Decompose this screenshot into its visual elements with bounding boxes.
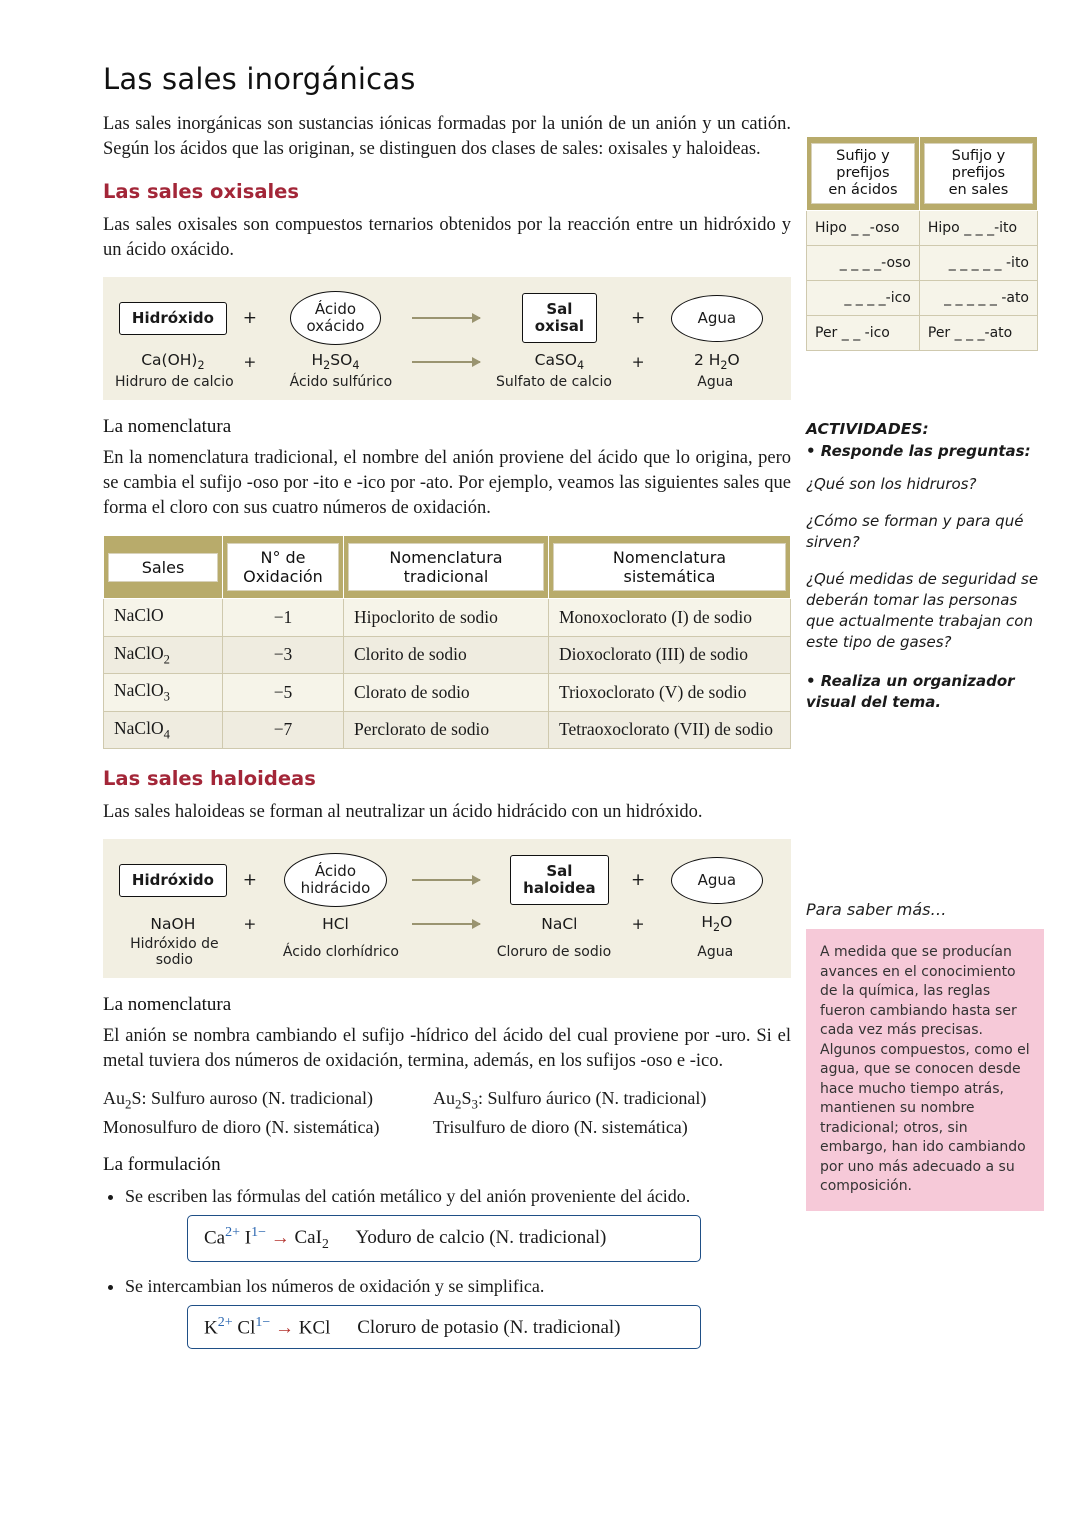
salts-table (103, 535, 791, 749)
example-au2s3: $Au_2S_3$: Sulfuro áurico (N. tradicional) (433, 1088, 707, 1112)
diagram-arrow-4 (412, 923, 480, 925)
saber-mas-panel (806, 900, 1044, 1211)
formula-plus-3: + (243, 914, 257, 933)
cell-sist: Tetraoxoclorato (VII) de sodio (549, 711, 791, 749)
diagram-plus-4: + (630, 870, 646, 891)
cell-ox: −5 (223, 674, 344, 712)
diagram-box-sal-oxisal (522, 293, 597, 343)
table-row (104, 674, 791, 712)
box2-charge-1: 2+ (217, 1314, 233, 1330)
formula-plus-4: + (631, 914, 645, 933)
diagram-box-hidroxido-2: Hidróxido (119, 864, 227, 897)
suffix-col-header-sales: Sufijo y prefijos en sales (919, 137, 1037, 211)
suffix-cell-acido: _ _ _ _-ico (807, 281, 920, 316)
suffix-row (807, 246, 1038, 281)
acido2-line2: hidrácido (300, 879, 371, 898)
diagram-plus-3: + (242, 870, 258, 891)
box2-cation: K (204, 1317, 218, 1339)
box1-result: CaI$_2$ (294, 1227, 329, 1251)
suffix-cell-sal: Per _ _ _-ato (919, 316, 1037, 351)
box2-arrow: → (275, 1317, 294, 1339)
diagram-arrow-2 (412, 361, 480, 363)
box1-anion: I (244, 1227, 252, 1249)
activity-question-3: ¿Qué medidas de seguridad se deberán tomar las personas que actualmente trabajan con este tipo de gases? (806, 570, 1039, 651)
formulacion-box-1 (187, 1215, 701, 1262)
name-sulfato-calcio: Sulfato de calcio (495, 374, 612, 391)
suffix-cell-acido: _ _ _ _-oso (807, 246, 920, 281)
diagram-arrow-3 (412, 879, 480, 881)
suffix-cell-acido: Hipo _ _-oso (807, 211, 920, 246)
haloidea-reaction-diagram (103, 839, 791, 978)
box2-charge-2: 1− (255, 1314, 271, 1330)
name-acido-clorhidrico: Ácido clorhídrico (282, 944, 399, 961)
activity-question-2: ¿Cómo se forman y para qué sirven? (806, 512, 1024, 551)
box1-cation: Ca (204, 1227, 226, 1249)
example-row-1 (103, 1088, 791, 1113)
example-monosulfuro: Monosulfuro de dioro (N. sistemática) (103, 1116, 380, 1137)
oxisal-reaction-diagram (103, 277, 791, 400)
col-header-tradicional: Nomenclatura tradicional (344, 536, 549, 599)
formula-caso4: CaSO$_4$ (534, 351, 585, 373)
heading-nomenclatura-2: La nomenclatura (103, 994, 232, 1016)
formula-h2o: $H_2O$ (701, 913, 733, 935)
box2-anion: Cl (237, 1317, 256, 1339)
col-header-sales: Sales (104, 536, 223, 599)
page-title: Las sales inorgánicas (103, 62, 416, 96)
sal-line2: oxisal (534, 317, 585, 335)
example-trisulfuro: Trisulfuro de dioro (N. sistemática) (433, 1116, 688, 1137)
suffix-cell-sal: Hipo _ _ _-ito (919, 211, 1037, 246)
table-row (104, 711, 791, 749)
cell-trad: Clorato de sodio (344, 674, 549, 712)
table-row (104, 599, 791, 637)
name-cloruro-sodio: Cloruro de sodio (496, 944, 612, 961)
formula-ca-oh-2: $Ca(OH)_2$ (141, 351, 205, 373)
cell-ox: −7 (223, 711, 344, 749)
name-acido-sulfurico: Ácido sulfúrico (289, 374, 393, 391)
col-header-sistematica: Nomenclatura sistemática (549, 536, 791, 599)
cell-ox: −1 (223, 599, 344, 637)
example-au2s: $Au_2S$: Sulfuro auroso (N. tradicional) (103, 1088, 373, 1112)
cell-sal: NaClO$_4$ (104, 711, 223, 749)
formulacion-step-2: • Se intercambian los números de oxidación y se simplifica. (125, 1274, 791, 1299)
main-content-column (103, 62, 791, 1361)
formulacion-steps-2 (103, 1274, 791, 1299)
cell-ox: −3 (223, 636, 344, 674)
saber-mas-text: A medida que se producían avances en el conocimiento de la química, las reglas fueron cambiando hasta ser cada vez más precisas. Algunos compuestos, como el agua, que se conocen desde hace mucho tiempo atrás, mantienen su nombre tradicional; otros, sin embargo, han ido cambiando por uno más adecuado a su composición. (806, 929, 1044, 1211)
activity-question-1: ¿Qué son los hidruros? (806, 475, 977, 493)
formulacion-box-2 (187, 1305, 701, 1349)
heading-formulacion: La formulación (103, 1153, 221, 1175)
box1-charge-1: 2+ (225, 1224, 241, 1240)
formulacion-step-1: • Se escriben las fórmulas del catión metálico y del anión proveniente del ácido. (125, 1184, 791, 1209)
cell-sist: Trioxoclorato (V) de sodio (549, 674, 791, 712)
intro-paragraph: Las sales inorgánicas son sustancias iónicas formadas por la unión de un anión y un catión. Según los ácidos que las originan, se distinguen dos clases de sales: oxisales y haloideas. (103, 114, 791, 159)
formula-hcl: HCl (322, 914, 349, 933)
name-hidruro-calcio: Hidruro de calcio (115, 374, 234, 391)
suffix-row (807, 281, 1038, 316)
diagram-arrow-1 (412, 317, 480, 319)
cell-sist: Dioxoclorato (III) de sodio (549, 636, 791, 674)
suffix-cell-sal: _ _ _ _ _ -ito (919, 246, 1037, 281)
suffix-row (807, 316, 1038, 351)
cell-trad: Clorito de sodio (344, 636, 549, 674)
suffix-header-row (807, 137, 1038, 211)
diagram-ellipse-acido-oxacido (290, 291, 382, 345)
suffix-table-container (806, 136, 1038, 351)
diagram-ellipse-agua: Agua (671, 295, 763, 342)
diagram-box-sal-haloidea (510, 855, 608, 905)
acido-line1: Ácido (314, 300, 357, 318)
acido2-line1: Ácido (314, 862, 357, 881)
sal2-line1: Sal (546, 862, 573, 881)
box2-result: KCl (298, 1317, 331, 1339)
suffix-col-header-acidos: Sufijo y prefijos en ácidos (807, 137, 920, 211)
box1-charge-2: 1− (251, 1224, 266, 1240)
cell-sist: Monoxoclorato (I) de sodio (549, 599, 791, 637)
diagram-plus-1: + (242, 308, 258, 328)
name-hidroxido-sodio: Hidróxido de sodio (130, 936, 219, 969)
col-header-oxidacion: N° de Oxidación (223, 536, 344, 599)
haloideas-paragraph: Las sales haloideas se forman al neutralizar un ácido hidrácido con un hidróxido. (103, 802, 703, 823)
suffix-table (806, 136, 1038, 351)
saber-mas-title: Para saber más… (806, 900, 947, 919)
suffix-cell-sal: _ _ _ _ _ -ato (919, 281, 1037, 316)
section-heading-oxisales: Las sales oxisales (103, 180, 299, 203)
box2-name: Cloruro de potasio (N. tradicional) (357, 1317, 621, 1339)
activities-subtitle: • Responde las preguntas: (806, 442, 1031, 460)
diagram-box-hidroxido: Hidróxido (119, 302, 227, 335)
box1-arrow: → (270, 1227, 290, 1249)
acido-line2: oxácido (306, 317, 365, 335)
formula-naoh: NaOH (150, 914, 196, 933)
formula-plus-1: + (243, 352, 257, 371)
heading-nomenclatura-1: La nomenclatura (103, 416, 232, 438)
diagram-ellipse-acido-hidracido (284, 853, 388, 907)
nomenclatura-paragraph-2: El anión se nombra cambiando el sufijo -hídrico del ácido del cual proviene por -uro. Si el metal tuviera dos números de oxidación, termina, además, en los sufijos -oso e -ico. (103, 1026, 791, 1072)
table-row (104, 636, 791, 674)
oxisales-paragraph: Las sales oxisales son compuestos ternarios obtenidos por la reacción entre un hidróxido y un ácido oxácido. (103, 215, 791, 260)
suffix-row (807, 211, 1038, 246)
formula-h2so4: $H_2SO_4$ (311, 351, 360, 373)
cell-sal: NaClO$_2$ (104, 636, 223, 674)
formulacion-steps-1 (103, 1184, 791, 1209)
cell-sal: NaClO$_3$ (104, 674, 223, 712)
activities-panel (806, 420, 1044, 713)
nomenclatura-paragraph-1: En la nomenclatura tradicional, el nombre del anión proviene del ácido que lo origina, pero se cambia el sufijo -oso por -ito e -ico por -ato. Por ejemplo, veamos las siguientes sales que forma el cloro con sus cuatro números de oxidación. (103, 448, 791, 519)
activity-task-organizador: • Realiza un organizador visual del tema. (806, 672, 1015, 711)
sal-line1: Sal (546, 300, 573, 318)
formula-nacl: NaCl (541, 914, 578, 933)
suffix-cell-acido: Per _ _ -ico (807, 316, 920, 351)
activities-title: ACTIVIDADES: (806, 420, 929, 438)
section-heading-haloideas: Las sales haloideas (103, 767, 316, 791)
sal2-line2: haloidea (523, 879, 596, 898)
box1-name: Yoduro de calcio (N. tradicional) (355, 1227, 607, 1249)
cell-trad: Perclorato de sodio (344, 711, 549, 749)
formula-plus-2: + (631, 352, 645, 371)
diagram-plus-2: + (630, 308, 646, 328)
cell-trad: Hipoclorito de sodio (344, 599, 549, 637)
diagram-ellipse-agua-2: Agua (671, 857, 763, 904)
formula-2h2o: 2 $H_2O$ (693, 351, 740, 373)
name-agua-2: Agua (697, 944, 734, 961)
cell-sal: NaClO (104, 599, 223, 637)
name-agua-1: Agua (697, 374, 734, 391)
table-header-row (104, 536, 791, 599)
example-row-2 (103, 1117, 791, 1138)
